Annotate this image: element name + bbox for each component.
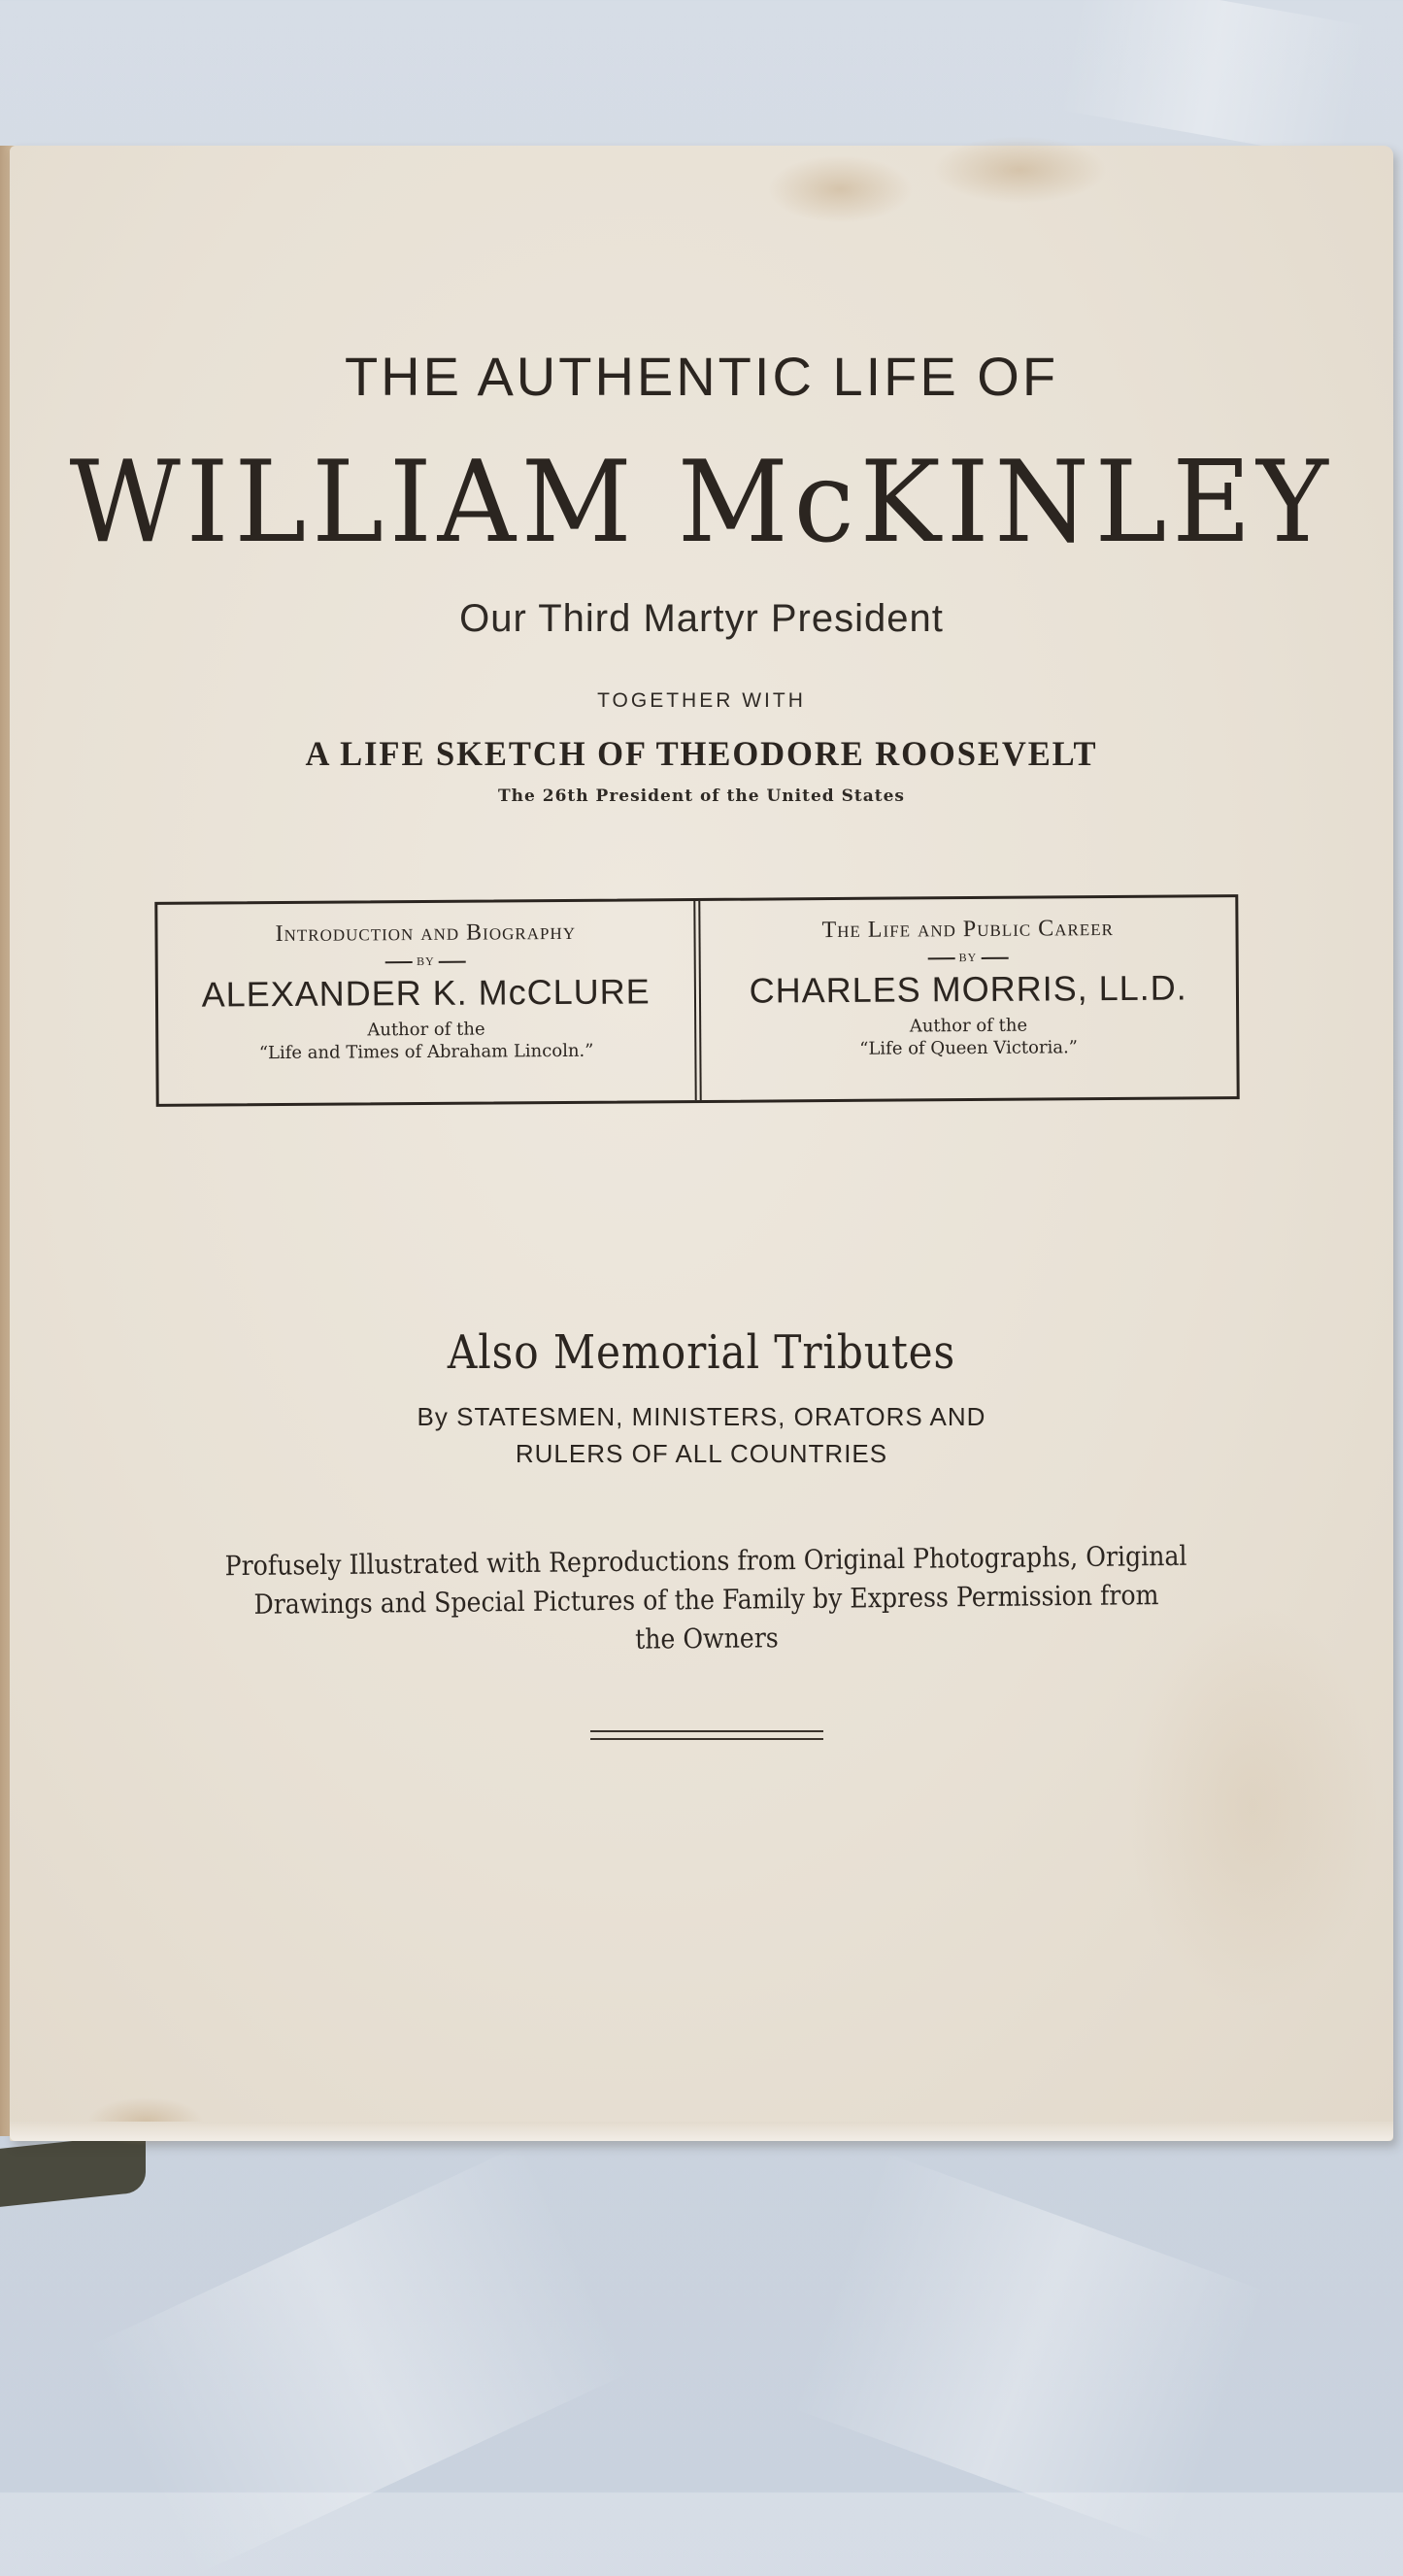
cloth-fold <box>791 2153 1267 2548</box>
paper-stain <box>1126 1602 1379 2010</box>
title-line-1: THE AUTHENTIC LIFE OF <box>344 346 1059 407</box>
roosevelt-sketch-subtitle: The 26th President of the United States <box>498 786 905 806</box>
title-page <box>10 146 1393 2141</box>
double-rule-divider <box>590 1730 823 1740</box>
author-of-label: Author of the <box>367 1019 485 1041</box>
by-label: BY <box>958 950 978 965</box>
cloth-fold <box>1058 0 1369 160</box>
illustrated-note <box>210 1537 1203 1664</box>
tributes-title: Also Memorial Tributes <box>447 1325 956 1380</box>
author-heading: The Life and Public Career <box>821 916 1115 944</box>
author-column-morris <box>700 897 1237 1100</box>
paper-stain <box>767 155 913 223</box>
tributes-by-line-1: By STATESMEN, MINISTERS, ORATORS AND <box>417 1402 986 1431</box>
author-column-mcclure <box>157 901 701 1104</box>
author-by-line <box>158 953 694 971</box>
page-edge <box>10 2122 1393 2141</box>
authors-box <box>154 894 1239 1107</box>
illustrated-line-3: the Owners <box>634 1622 779 1656</box>
by-label: BY <box>417 953 435 969</box>
author-book: “Life of Queen Victoria.” <box>859 1037 1079 1059</box>
title-line-2: WILLIAM McKINLEY <box>69 437 1334 568</box>
tributes-by-line-2: RULERS OF ALL COUNTRIES <box>515 1439 888 1468</box>
illustrated-line-1: Profusely Illustrated with Reproductions from Original Photographs, Original <box>224 1539 1187 1583</box>
together-with: TOGETHER WITH <box>597 689 806 712</box>
binding-cloth-corner <box>0 2133 146 2207</box>
cloth-fold <box>85 2143 632 2576</box>
tributes-by <box>10 1398 1393 1472</box>
author-heading: Introduction and Biography <box>275 919 577 948</box>
author-name: ALEXANDER K. McCLURE <box>201 971 651 1015</box>
illustrated-line-2: Drawings and Special Pictures of the Family by Express Permission from <box>253 1579 1159 1621</box>
subtitle: Our Third Martyr President <box>459 597 944 640</box>
author-of-label: Author of the <box>909 1015 1028 1037</box>
author-book: “Life and Times of Abraham Lincoln.” <box>258 1040 594 1064</box>
paper-stain <box>932 136 1107 204</box>
roosevelt-sketch-title: A LIFE SKETCH OF THEODORE ROOSEVELT <box>305 734 1098 773</box>
author-name: CHARLES MORRIS, LL.D. <box>749 967 1187 1011</box>
author-by-line <box>700 949 1236 967</box>
